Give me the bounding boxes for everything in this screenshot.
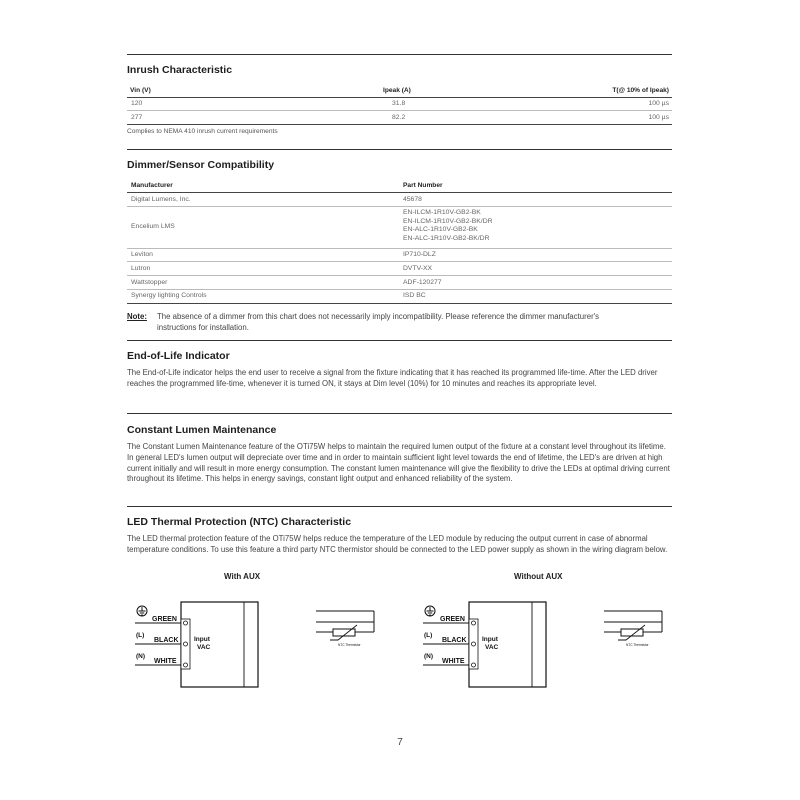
ntc-thermistor-icon xyxy=(330,625,357,640)
cell-part: ISD BC xyxy=(403,292,426,299)
line-tag: (L) xyxy=(136,632,145,639)
terminal xyxy=(184,663,188,667)
ntc-heading: LED Thermal Protection (NTC) Characteristic xyxy=(127,516,352,528)
terminal xyxy=(472,621,476,625)
cell-t: 100 µs xyxy=(648,100,669,107)
terminal xyxy=(472,663,476,667)
cell-ipeak: 31.8 xyxy=(392,100,406,107)
clm-paragraph: The Constant Lumen Maintenance feature of the OTi75W helps to maintain the required lumen output of the fixture at a constant level throughout its lifetime. In general LED's lumen output will depreciate over time and in order to maintain sufficient light level towards the end of lifetime, the LED's are driven at high current initially and will result in more energy consumption. The constant lumen maintenance will give the flexibility to drive the LEDs at optimal driving current throughout its lifetime. This helps in energy savings, constant light output and enhanced reliability of the system. xyxy=(127,442,670,484)
inrush-heading: Inrush Characteristic xyxy=(127,64,233,76)
input-wire-white: WHITE xyxy=(442,658,465,665)
table-rule xyxy=(127,97,672,98)
cell-ipeak: 82.2 xyxy=(392,114,406,121)
cell-manufacturer: Lutron xyxy=(131,265,151,272)
input-wire-black: BLACK xyxy=(442,637,467,644)
cell-t: 100 µs xyxy=(648,114,669,121)
cell-part: IP710-DLZ xyxy=(403,251,436,258)
cell-part: ADF-120277 xyxy=(403,279,442,286)
ground-icon xyxy=(425,606,435,616)
eol-paragraph: The End-of-Life indicator helps the end user to receive a signal from the fixture indicating that it has reached its programmed life-time. After the LED driver reaches the programmed life-time, whenever it is turned ON, it stays at Dim level (10%) for 10 minutes and reaches its appropriate level. xyxy=(127,368,658,388)
input-wire-green: GREEN xyxy=(440,616,465,623)
note-label: Note: xyxy=(127,312,147,321)
table-rule xyxy=(127,110,672,111)
terminal xyxy=(184,642,188,646)
input-vac-label: Input VAC xyxy=(194,636,211,651)
cell-part: DVTV-XX xyxy=(403,265,433,272)
neutral-tag: (N) xyxy=(136,653,146,660)
cell-manufacturer: Digital Lumens, Inc. xyxy=(131,196,191,203)
diagram-title-with-aux: With AUX xyxy=(224,572,261,581)
terminal xyxy=(472,642,476,646)
section-divider xyxy=(127,340,672,341)
inrush-col-ipeak: Ipeak (A) xyxy=(383,87,411,94)
table-rule xyxy=(127,275,672,276)
ntc-thermistor-icon xyxy=(618,625,645,640)
eol-heading: End-of-Life Indicator xyxy=(127,350,230,362)
driver-box xyxy=(181,602,258,687)
section-divider xyxy=(127,149,672,150)
cell-manufacturer: Leviton xyxy=(131,251,153,258)
input-vac-label: Input VAC xyxy=(482,636,499,651)
section-divider xyxy=(127,54,672,55)
cell-vin: 120 xyxy=(131,100,143,107)
diagram-title-without-aux: Without AUX xyxy=(514,572,563,581)
cell-manufacturer: Wattstopper xyxy=(131,279,168,286)
ntc-thermistor-label: NTC Thermistor xyxy=(626,643,649,647)
cell-vin: 277 xyxy=(131,114,143,121)
input-wire-white: WHITE xyxy=(154,658,177,665)
wiring-diagram-without-aux xyxy=(423,598,673,690)
dimmer-note xyxy=(127,312,672,333)
table-rule xyxy=(127,192,672,193)
line-tag: (L) xyxy=(424,632,433,639)
ntc-paragraph: The LED thermal protection feature of the OTi75W helps reduce the temperature of the LED module by reducing the output current in case of abnormal temperature conditions. To use this feature a third party NTC thermistor should be connected to the LED power supply as shown in the wiring diagram below. xyxy=(127,534,668,554)
inrush-note: Complies to NEMA 410 inrush current requirements xyxy=(127,128,278,135)
ntc-thermistor-label: NTC Thermistor xyxy=(338,643,361,647)
wiring-diagram-with-aux xyxy=(135,598,385,690)
ground-icon xyxy=(137,606,147,616)
table-rule xyxy=(127,303,672,304)
section-divider xyxy=(127,506,672,507)
inrush-col-vin: Vin (V) xyxy=(130,87,151,94)
note-text: The absence of a dimmer from this chart does not necessarily imply incompatibility. Please reference the dimmer manufacturer's instructions for installation. xyxy=(157,312,600,332)
dimmer-col-manufacturer: Manufacturer xyxy=(131,182,173,189)
neutral-tag: (N) xyxy=(424,653,434,660)
input-wire-green: GREEN xyxy=(152,616,177,623)
table-rule xyxy=(127,261,672,262)
cell-part: 45678 xyxy=(403,196,422,203)
input-wire-black: BLACK xyxy=(154,637,179,644)
table-rule xyxy=(127,289,672,290)
table-rule xyxy=(127,124,672,125)
table-rule xyxy=(127,248,672,249)
section-divider xyxy=(127,413,672,414)
clm-heading: Constant Lumen Maintenance xyxy=(127,424,277,436)
driver-box xyxy=(469,602,546,687)
cell-manufacturer: Synergy lighting Controls xyxy=(131,292,207,299)
inrush-col-t: T(@ 10% of Ipeak) xyxy=(612,87,669,94)
terminal xyxy=(184,621,188,625)
dimmer-col-part: Part Number xyxy=(403,182,443,189)
page-number: 7 xyxy=(397,737,403,748)
cell-manufacturer: Encelium LMS xyxy=(131,223,175,230)
dimmer-heading: Dimmer/Sensor Compatibility xyxy=(127,159,275,171)
table-rule xyxy=(127,206,672,207)
cell-part: EN-ILCM-1R10V-GB2-BK EN-ILCM-1R10V-GB2-BK/DR EN-ALC-1R10V-GB2-BK EN-ALC-1R10V-GB2-BK/DR xyxy=(403,209,493,242)
